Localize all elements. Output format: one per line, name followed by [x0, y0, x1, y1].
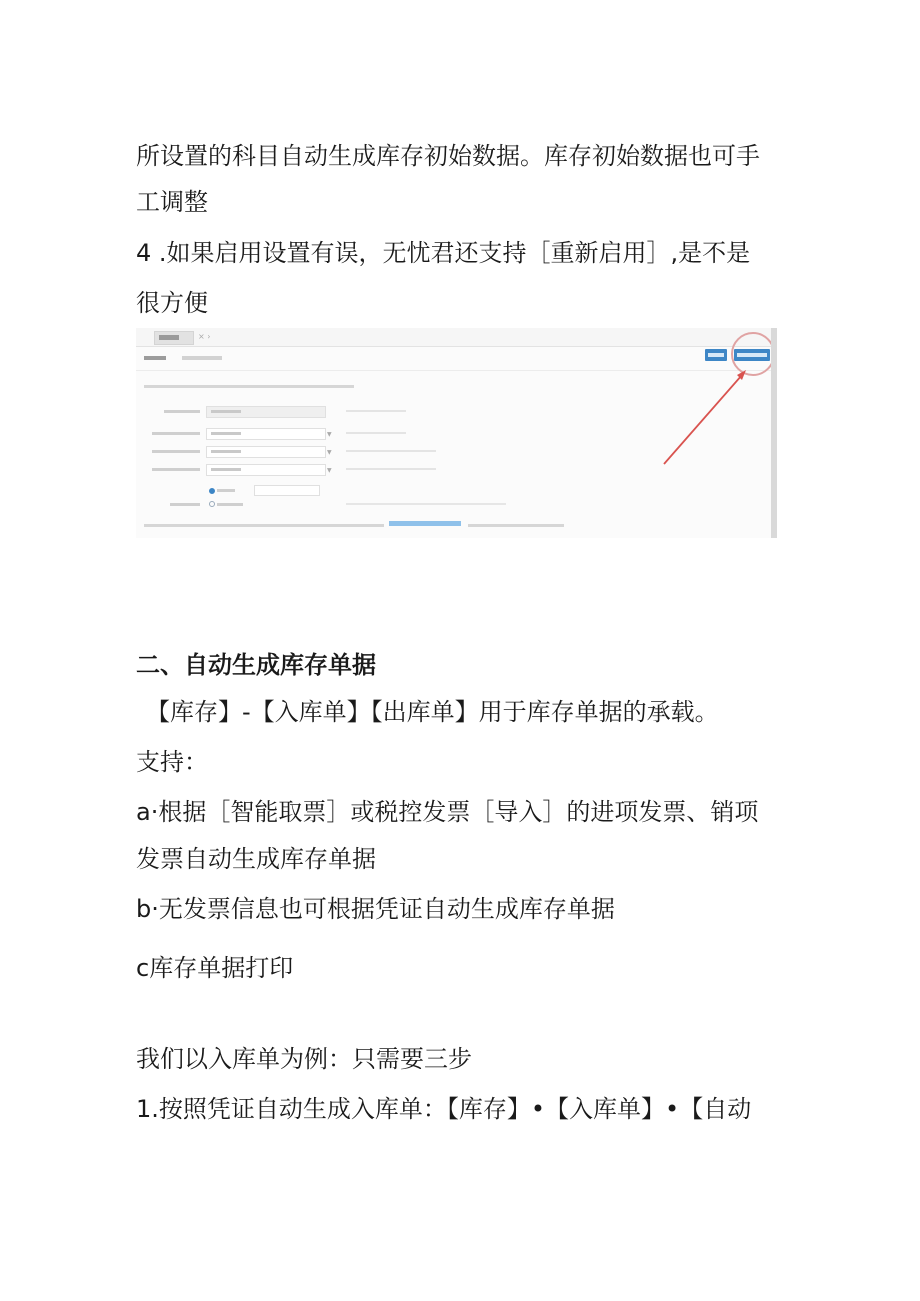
section-heading: 二、自动生成库存单据: [136, 651, 376, 679]
screenshot-footer-text: [144, 524, 384, 527]
screenshot-radio: [209, 501, 215, 507]
example-step1: 1.按照凭证自动生成入库单：【库存】•【入库单】•【自动: [136, 1095, 752, 1123]
item-c: c库存单据打印: [136, 954, 294, 982]
screenshot-form-row: ▼: [136, 446, 771, 458]
section-description: 【库存】-【入库单】【出库单】用于库存单据的承载。: [146, 698, 719, 726]
screenshot-form-row: [136, 406, 771, 418]
screenshot-note: [144, 385, 354, 388]
item-a-line-1: a·根据［智能取票］或税控发票［导入］的进项发票、销项: [136, 798, 759, 826]
step4-line-2: 很方便: [136, 289, 208, 317]
screenshot-footer-text: [468, 524, 564, 527]
step4-line-1: 4 .如果启用设置有误，无忧君还支持［重新启用］,是不是: [136, 239, 751, 267]
screenshot-input: [254, 485, 320, 496]
settings-screenshot: [136, 328, 777, 538]
intro-line-2: 工调整: [136, 188, 208, 216]
item-b: b·无发票信息也可根据凭证自动生成库存单据: [136, 895, 615, 923]
example-intro: 我们以入库单为例：只需要三步: [136, 1045, 472, 1073]
screenshot-form-row: ▼: [136, 428, 771, 440]
screenshot-footer-link: [389, 521, 461, 526]
close-icon: × ›: [198, 332, 211, 341]
screenshot-radio: [209, 488, 215, 494]
intro-line-1: 所设置的科目自动生成库存初始数据。库存初始数据也可手: [136, 142, 760, 170]
item-a-line-2: 发票自动生成库存单据: [136, 845, 376, 873]
screenshot-form-row: ▼: [136, 464, 771, 476]
support-label: 支持：: [136, 748, 208, 776]
